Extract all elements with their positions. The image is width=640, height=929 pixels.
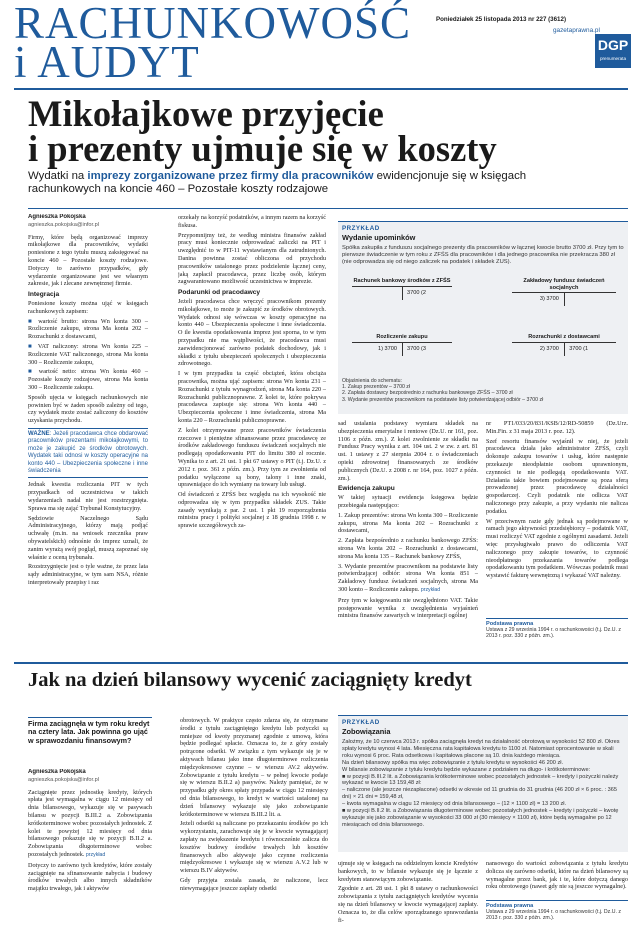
bullet-item: ■ VAT naliczony: strona Wn konta 225 – Rozliczenie VAT naliczonego, strona Ma konta 300 – Rozliczenie zakupu,	[28, 342, 148, 366]
article2-legal-basis: Podstawa prawna Ustawa z 29 września 1994 r. o rachunkowości (t.j. Dz.U. z 2013 r. poz. 330 z późn. zm.).	[486, 900, 628, 922]
dateline: Poniedziałek 25 listopada 2013 nr 227 (3612)	[436, 16, 567, 23]
article1-headline: Mikołajkowe przyjęcie i prezenty ujmuje się w koszty	[28, 93, 497, 169]
article1-column-2: orzekały na korzyść podatników, a innym razem na korzyść fiskusa. Przypomnijmy też, że według ministra finansów zakład pracy musi koniecznie odprowadzać zaliczki na PIT i uwzględnić to w PIT-11 wystawianym dla zatrudnionych. Danina powinna zostać obliczona od przychodu pracowników ustalonego przez podzielenie łącznej ceny, jaką zapłacił pracodawca, przez liczbę osób, którym zagwarantowano możliwość uczestnictwa w imprezie. Podarunki od pracodawcy Jeżeli pracodawca chce wręczyć pracownikom prezenty mikołajkowe, to może je zakupić ze środków obrotowych. Wydatek odnosi się wówczas w koszty operacyjne na konto 440 – Ubezpieczenia społeczne i inne świadczenia. O ile kwestia opodatkowania imprez jest sporna, to w tym przypadku nie ma wątpliwości, że pracodawca musi zaewidencjonować zarówno podatek dochodowy, jak i składki z tytułu ubezpieczeń społecznych i ubezpieczenia zdrowotnego. I w tym przypadku ta część obciążeń, która obciąża pracownika, można ująć zapisem: strona Wn konta 231 – Rozrachunki z tytułu wynagrodzeń, strona Ma konta 220 – Rozrachunki publicznoprawne. Z kolei te, które pokrywa pracodawca zapisuje się: strona Wn konta 440 – Ubezpieczenia społeczne i inne świadczenia, strona Ma konta 220 – Rozrachunki publicznoprawne. Z kolei otrzymywane przez pracowników świadczenia rzeczowe i pieniężne sfinansowane przez pracodawcę ze środków zakładowego funduszu świadczeń socjalnych nie podlegają opodatkowaniu PIT do limitu 380 zł rocznie. Wynika to z art. 21 ust. 1 pkt 67 ustawy o PIT (t.j. Dz.U. z 2012 r. poz. 361 z późn. zm.). Przy tym ze zwolnienia od podatku wyłączone są bony, talony i inne znaki, uprawniające do ich wymiany na towary lub usługi. Od świadczeń z ZFŚS bez względu na ich wysokość nie odprowadza się w tym przypadku składek ZUS. Takie zasady wynikają z par. 2 ust. 1 pkt 19 rozporządzenia ministra pracy i polityki socjalnej z 18 grudnia 1998 r. w sprawie szczegółowych za-	[178, 214, 326, 530]
article2-question: Firma zaciągnęła w tym roku kredyt na cztery lata. Jak powinna go ująć w sprawozdaniu finansowym?	[28, 717, 152, 745]
article1-lead: Wydatki na imprezy zorganizowane przez firmy dla pracowników ewidencjonuje się w księgach rachunkowych na koncie 460 – Pozostałe koszty rodzajowe	[28, 170, 527, 195]
account-zfss-bank: Rachunek bankowy środków z ZFŚS 3700 (2	[352, 278, 452, 300]
example-box-liabilities: PRZYKŁAD Zobowiązania Założmy, że 10 czerwca 2013 r. spółka zaciągnęła kredyt na działalność obrotową w wysokości 52 800 zł. Okres spłaty kredytu wynosi 4 lata. Miesięczna rata kapitałowa kredytu to 1100 zł. Natomiast oprocentowanie w skali roku wynosi 6 proc. Rata odsetkowa i kapitałowa płacone są 10. dnia każdego miesiąca. Na dzień bilansowy spółka ma więc zobowiązanie z tytułu kredytu w wysokości 46 200 zł. W bilansie zobowiązanie z tytułu kredytu będzie wykazane z podziałem na długo- i krótkoterminowe: ■ w pozycji B.III.2 lit. a Zobowiązania krótkoterminowe wobec pozostałych jednostek – kredyty i pożyczki należy wykazać w kwocie 13 159,48 zł: – naliczone (ale jeszcze niezapłacone) odsetki w okresie od 11 grudnia do 31 grudnia (46 200 zł × 6 proc. : 365 dni) × 21 dni = 159,48 zł, – kwota wymagalna w ciągu 12 miesięcy od dnia bilansowego – (12 × 1100 zł) = 13 200 zł. ■ w pozycji B.II.2 lit. a Zobowiązania długoterminowe wobec pozostałych jednostek – kredyty i pożyczki – kwotę wykazuje się jako zobowiązanie w wysokości 33 000 zł (30 miesięcy × 1100 zł), które będą wymagalne po 12 miesiącach od dnia bilansowego.	[338, 716, 628, 852]
article1-column-3: sad ustalania podstawy wymiaru składek na ubezpieczenia emerytalne i rentowe (Dz.U. nr 161, poz. 1106 z późn. zm.). Z kolei zwolnienie ze składki na Fundusz Pracy wynika z art. 104 ust. 2 w zw. z art. 81 ust. 1 ustawy z 27 sierpnia 2004 r. o świadczeniach opieki zdrowotnej finansowanych ze środków publicznych (Dz.U. z 2008 r. nr 164, poz. 1027 z późn. zm.). Ewidencja zakupu W takiej sytuacji ewidencja księgowa będzie przebiegała następująco: 1. Zakup prezentów: strona Wn konta 300 – Rozliczenie zakupu, strona Ma konta 202 – Rozrachunki z dostawcami, 2. Zapłata bezpośrednio z rachunku bankowego ZFŚS: strona Wn konta 202 – Rozrachunki z dostawcami, strona Ma konta 135 – Rachunek bankowy ZFŚS, 3. Wydanie prezentów pracownikom na podstawie listy potwierdzającej odbiór: strona Wn konta 851 – Zakładowy fundusz świadczeń socjalnych, strona Ma 300 konto – Rozliczenie zakupu. przykład Przy tym w księgowaniu nie uwzględniono VAT. Takie postępowanie wynika z uwzględnienia wyjaśnień ministra finansów zawartych w interpretacji ogólnej	[338, 420, 478, 620]
important-note: WAŻNE: Jeżeli pracodawca chce obdarować pracowników prezentami mikołajkowymi, to może je zakupić ze środków obrotowych. Wydatek taki odnosi w koszty operacyjne na konto 440 – Ubezpieczenia społeczne i inne świadczenia	[28, 428, 148, 478]
article1-author-email[interactable]: agnieszka.pokojska@infor.pl	[28, 221, 99, 228]
bullet-item: ■ wartość netto: strona Wn konta 460 – Pozostałe koszty rodzajowe, strona Ma konta 300 – Rozliczenie zakupu.	[28, 368, 148, 391]
article2-column-2: obrotowych. W praktyce często zdarza się, że otrzymane środki z tytułu zaciągniętego kredytu lub pożyczki są mniejsze od kwoty przyznanej zgodnie z umową, która będzie podlegać spłacie. Oznacza to, że z góry zostały potrącone odsetki. W związku z tym wykazuje się je w aktywach bilansu jako inne długoterminowe rozliczenia międzyokresowe czynne – w wierszu AV.2 aktywów. Zobowiązanie z tytułu kredytu – w pełnej kwocie podaje się w wierszu B.II.2 a) pasywów. Należy pamiętać, że w przypadku gdy okres spłaty przypada w ciągu 12 miesięcy od dnia bilansowego, to kredyt w wartości ustalonej na dzień bilansowy wykazuje się jako zobowiązanie krótkoterminowe w wierszu B.III.2 lit. a. Jeżeli odsetki są naliczane po przekazaniu środków po ich wykorzystaniu, zarachowuje się je w kwocie wymagającej zapłaty na zwiększenie kredytu i równocześnie zalicza do kosztów budowy środków trwałych lub kosztów finansowych albo aktywuje jako czynne rozliczenia międzyokresowe i wykazuje się w wierszu A.V.2 lub w wierszu B.IV aktywów. Gdy przyjęta została zasada, że naliczone, lecz niewymagające jeszcze zapłaty odsetki	[180, 717, 328, 892]
lead-rule	[28, 208, 628, 209]
account-suppliers: Rozrachunki z dostawcami 2) 3700 3700 (1	[512, 334, 616, 356]
article1-legal-basis: Podstawa prawna Ustawa z 29 września 1994 r. o rachunkowości (t.j. Dz.U. z 2013 r. poz. 330 z późn. zm.).	[486, 618, 628, 640]
website-link[interactable]: gazetaprawna.pl	[553, 27, 600, 34]
article1-column-1: Agnieszka Pokojska agnieszka.pokojska@infor.pl Firmy, które będą organizować imprezy mikołajkowe dla pracowników, wydatki poniesione z tego tytułu muszą zaksięgować na koncie 460 – Pozostałe koszty rodzajowe. Dotyczy to zarówno przypadków, gdy wydarzenie organizowane jest we własnym zakresie, jak i zlecane zewnętrznej firmie. Integracja Poniesione koszty można ująć w księgach rachunkowych zapisem: ■ wartość brutto: strona Wn konta 300 – Rozliczenie zakupu, strona Ma konta 202 – Rozrachunki z dostawcami, ■ VAT naliczony: strona Wn konta 225 – Rozliczenie VAT naliczonego, strona Ma konta 300 – Rozliczenie zakupu, ■ wartość netto: strona Wn konta 460 – Pozostałe koszty rodzajowe, strona Ma konta 300 – Rozliczenie zakupu. Sposób ujęcia w księgach rachunkowych nie powinien być w żaden sposób zależny od tego, czy wydatek może zostać zaliczony do kosztów uzyskania przychodu. WAŻNE: Jeżeli pracodawca chce obdarować pracowników prezentami mikołajkowymi, to może je zakupić ze środków obrotowych. Wydatek taki odnosi w koszty operacyjne na konto 440 – Ubezpieczenia społeczne i inne świadczenia Jednak kwestia rozliczania PIT w tych przypadkach od uczestnictwa w takich wydarzeniach nadal nie jest rozstrzygnięta. Sprawa ma się zająć Trybunał Konstytucyjny. Sędziowie Naczelnego Sądu Administracyjnego, którzy mają podjąć uchwałę (m.in. na wniosek rzecznika praw obywatelskich) odnośnie do imprez uznali, że zanim wyrażą swój pogląd, muszą zapoznać się właśnie z oceną trybunału. Rozstrzygnięcie jest o tyle ważne, że przez lata sądy administracyjne, w tym sam NSA, różnie interpretowały przepisy i raz	[28, 214, 148, 586]
dgp-logo: DGP prenumerata	[595, 34, 631, 68]
article1-author: Agnieszka Pokojska	[28, 214, 86, 220]
article2-column-4: nansowego do wartości zobowiązania z tytułu kredytu dolicza się zarówno odsetki, które na dzień bilansowy są wymagalne przez bank, jak i te, które dotyczą danego roku obrotowego (nawet gdy nie są jeszcze wymagalne).	[486, 860, 628, 891]
article2-column-3: ujmuje się w księgach na oddzielnym koncie Kredytów bankowych, to w bilansie wykazuje się je łącznie z kredytem stanowiącym zobowiązanie. Zgodnie z art. 28 ust. 1 pkt 8 ustawy o rachunkowości zobowiązania z tytułu zaciągniętych kredytów wycenia się na dzień bilansowy w kwocie wymagającej zapłaty. Oznacza to, że dla celów sporządzanego sprawozdania fi-	[338, 860, 478, 924]
example-box-gifts: PRZYKŁAD Wydanie upominków Spółka zakupiła z funduszu socjalnego prezenty dla pracowników w łącznej kwocie brutto 3700 zł. Przy tym to pierwsze świadczenie w tym roku z ZFŚS dla pracowników i dla jednego pracownika nie przekracza 380 zł (nie odprowadza się od niego zaliczek na podatek i składek ZUS).	[338, 222, 628, 414]
account-zfss-fund: Zakładowy fundusz świadczeń socjalnych 3) 3700	[512, 278, 616, 306]
account-purchase-settlement: Rozliczenie zakupu 1) 3700 3700 (3	[352, 334, 452, 356]
section-title: RACHUNKOWOŚĆ i AUDYT	[14, 0, 412, 87]
header-rule	[14, 88, 628, 90]
example-box-rule	[338, 221, 628, 222]
article2-headline: Jak na dzień bilansowy wycenić zaciągnięty kredyt	[28, 669, 472, 691]
article2-author: Agnieszka Pokojska	[28, 769, 86, 775]
bullet-item: ■ wartość brutto: strona Wn konta 300 – Rozliczenie zakupu, strona Ma konta 202 – Rozrachunki z dostawcami,	[28, 317, 148, 341]
diagram-legend: Objaśnienia do schematu: 1. Zakup prezentów – 3700 zł 2. Zapłata dostawcy bezpośrednio z rachunku bankowego ZFŚS – 3700 zł 3. Wydanie prezentów pracownikom na podstawie listy potwierdzającej odbiór – 3700 zł	[342, 378, 544, 403]
article2-column-1: Agnieszka Pokojska agnieszka.pokojska@infor.pl Zaciągnięte przez jednostkę kredyty, których spłata jest wymagalna w ciągu 12 miesięcy od dnia bilansowego, wykazuje się w pasywach bilansu w pozycji B.III.2 a. Zobowiązania krótkoterminowe wobec pozostałych jednostek. Z kolei te powyżej 12 miesięcy od dnia bilansowego pokazuje się w pozycji B.II.2 a. Zobowiązania długoterminowe wobec pozostałych jednostek. przykład Dotyczy to zarówno tych kredytów, które zostały zaciągnięte na sfinansowanie nabycia i budowy środków trwałych albo innych składników majątku trwałego, jak i aktywów	[28, 769, 152, 893]
article2-author-email[interactable]: agnieszka.pokojska@infor.pl	[28, 776, 99, 783]
article-separator	[14, 662, 628, 664]
article1-column-4: nr PT1/033/20/831/KSB/12/RD-50859 (Dz.Urz. Min.Fin. z 31 maja 2013 r. poz. 12). Szef resortu finansów wyjaśnił w niej, że jeżeli pracodawca działa jako administrator ZFŚS, czyli dokonuje zakupu towarów i usług, które następnie przekazuje nieodpłatnie osobom uprawnionym, czynności te nie podlegają opodatkowaniu VAT. Działania takie bowiem podejmowane są poza sferą prowadzonej przez pracodawcę działalności gospodarczej. Czyli podatnik nie odlicza VAT naliczonego przy zakupie, a przy wydaniu nie nalicza podatku. W przeciwnym razie gdy jednak są podejmowane w ramach jego aktywności przedsiębiorcy – podatnik VAT, musi rozliczyć VAT zgodnie z ogólnymi zasadami. Jeżeli więc przysługiwało prawo do odliczenia VAT naliczonego przy zakupie towarów, to czynność nieodpłatnego przekazania towarów podlega opodatkowaniu tym podatkiem. Wówczas podatnik musi wystawić fakturę wewnętrzną i wykazać VAT należny.	[486, 420, 628, 580]
